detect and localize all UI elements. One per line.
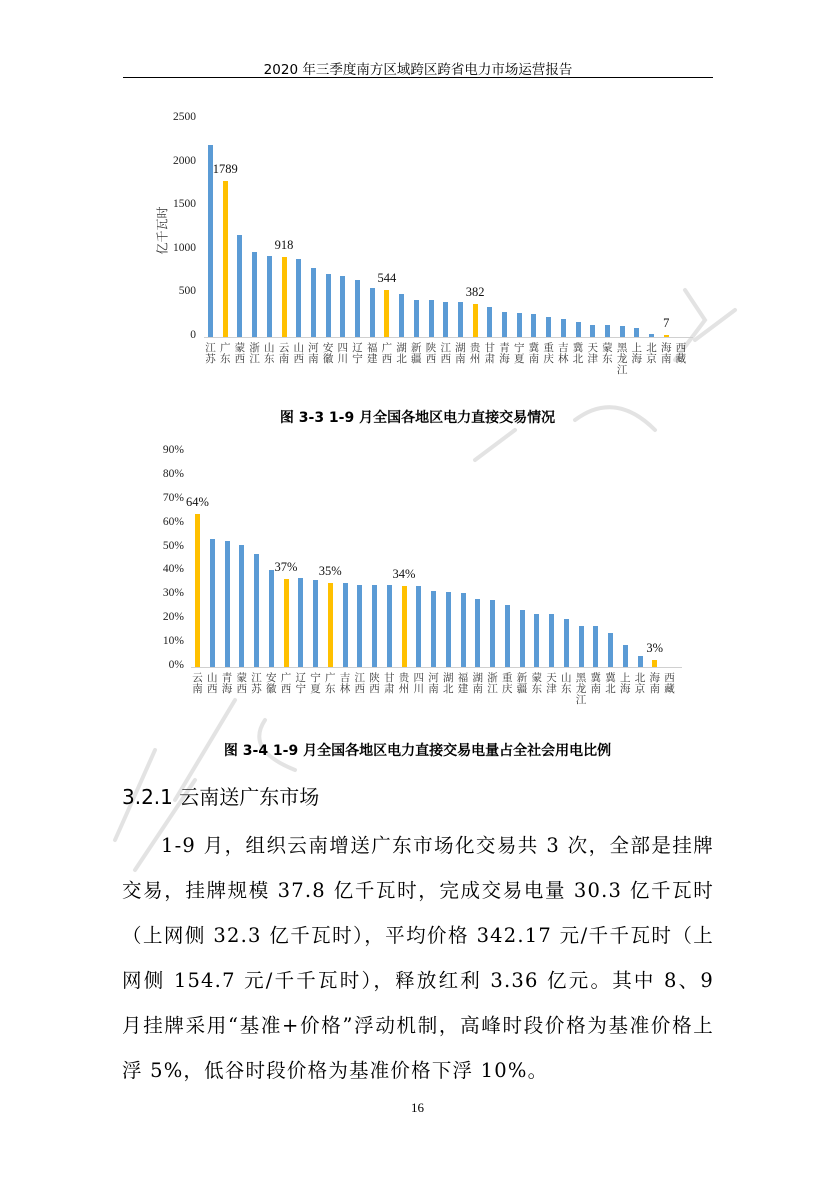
x-axis-label: 辽宁 (352, 342, 363, 365)
x-axis-label: 浙江 (487, 672, 498, 695)
x-axis-label: 天津 (546, 672, 557, 695)
x-axis-label: 冀北 (605, 672, 616, 695)
x-axis-label: 云南 (278, 342, 290, 365)
x-axis-label: 海南 (649, 672, 660, 695)
x-axis-label: 蒙西 (234, 342, 246, 365)
figure-3-3-caption: 图 3-3 1-9 月全国各地区电力直接交易情况 (279, 410, 556, 426)
y-axis-tick: 0% (168, 659, 184, 671)
data-label: 37% (274, 559, 298, 574)
x-axis-label: 山西 (293, 342, 304, 365)
x-axis-label: 重庆 (502, 672, 513, 695)
data-label: 7 (663, 316, 670, 330)
x-axis-label: 蒙东 (531, 672, 542, 695)
x-axis-label: 北京 (646, 342, 657, 365)
data-label: 34% (392, 566, 416, 581)
x-axis-label: 贵州 (398, 672, 410, 695)
x-axis-label: 冀南 (590, 672, 601, 695)
x-axis-label: 甘肃 (484, 342, 496, 365)
x-axis-label: 湖南 (472, 672, 483, 695)
bar-冀南 (593, 626, 598, 667)
x-axis-label: 贵州 (469, 342, 481, 365)
x-axis-label: 江苏 (251, 672, 262, 695)
data-label: 35% (318, 564, 342, 579)
page-header: 2020 年三季度南方区域跨区跨省电力市场运营报告 (263, 62, 573, 78)
y-axis-tick: 60% (162, 515, 184, 528)
y-axis-tick: 1000 (173, 241, 196, 254)
bar-浙江 (490, 600, 495, 667)
x-axis-label: 吉林 (339, 672, 351, 695)
bar-广东 (328, 583, 333, 667)
x-axis-label: 广西 (280, 672, 292, 695)
data-label: 382 (465, 284, 485, 299)
y-axis-tick: 2500 (173, 111, 196, 123)
x-axis-label: 青海 (221, 672, 233, 695)
x-axis-label: 上海 (631, 342, 643, 365)
x-axis-label: 重庆 (543, 342, 554, 365)
bar-吉林 (343, 583, 348, 667)
y-axis-tick: 1500 (173, 198, 196, 211)
data-label: 918 (274, 237, 294, 252)
x-axis-label: 四川 (337, 342, 349, 365)
x-axis-label: 蒙东 (602, 342, 613, 365)
bar-安徽 (269, 570, 274, 667)
bar-新疆 (520, 610, 525, 667)
x-axis-label: 陕西 (369, 672, 380, 695)
x-axis-label: 浙江 (249, 342, 260, 365)
y-axis-tick: 500 (178, 285, 196, 298)
x-axis-label: 黑龙江 (575, 672, 587, 706)
x-axis-label: 海南 (660, 342, 672, 365)
x-axis-label: 山东 (561, 672, 572, 695)
x-axis-label: 江西 (354, 672, 365, 695)
y-axis-title: 亿千瓦时 (155, 206, 170, 255)
y-axis-tick: 2000 (173, 154, 196, 167)
x-axis-label: 河南 (308, 342, 319, 365)
x-axis-label: 湖北 (396, 342, 407, 365)
x-axis-label: 青海 (499, 342, 510, 365)
data-label: 1789 (212, 161, 238, 176)
bar-四川 (416, 586, 421, 667)
x-axis-line (191, 667, 682, 668)
x-axis-label: 广西 (381, 342, 393, 365)
x-axis-label: 甘肃 (384, 672, 395, 695)
bar-辽宁 (298, 578, 303, 667)
bar-山东 (564, 619, 569, 667)
bar-湖南 (475, 599, 480, 667)
x-axis-label: 新疆 (516, 672, 528, 695)
x-axis-label: 广东 (325, 672, 336, 695)
section-heading: 3.2.1 云南送广东市场 (122, 785, 320, 809)
x-axis-label: 山西 (207, 672, 218, 695)
bar-天津 (549, 614, 554, 667)
x-axis-label: 福建 (366, 342, 378, 365)
data-label: 64% (186, 495, 209, 510)
bar-重庆 (505, 605, 510, 667)
x-axis-label: 西藏 (664, 672, 675, 695)
x-axis-label: 河南 (428, 672, 439, 695)
x-axis-label: 安徽 (322, 342, 334, 365)
x-axis-label: 山东 (264, 342, 275, 365)
bar-湖北 (446, 592, 451, 667)
bar-上海 (623, 645, 628, 667)
bar-江西 (357, 585, 362, 667)
y-axis-tick: 50% (162, 539, 184, 552)
x-axis-label: 四川 (413, 672, 424, 695)
x-axis-label: 吉林 (558, 342, 569, 365)
x-axis-label: 江西 (440, 342, 451, 365)
x-axis-label: 辽宁 (295, 672, 306, 695)
bar-北京 (638, 656, 643, 667)
x-axis-label: 宁夏 (310, 672, 321, 695)
figure-3-4-caption: 图 3-4 1-9 月全国各地区电力直接交易电量占全社会用电比例 (223, 743, 612, 759)
y-axis-tick: 10% (162, 635, 184, 648)
bar-江苏 (254, 554, 259, 667)
bar-蒙东 (534, 614, 539, 667)
bar-蒙西 (239, 545, 244, 667)
x-axis-label: 云南 (192, 672, 203, 695)
bar-黑龙江 (579, 626, 584, 667)
x-axis-label: 江苏 (205, 342, 216, 365)
x-axis-label: 广东 (219, 342, 231, 365)
x-axis-label: 福建 (457, 672, 469, 695)
x-axis-label: 新疆 (411, 342, 422, 365)
x-axis-label: 天津 (587, 342, 598, 365)
x-axis-label: 冀南 (528, 342, 540, 365)
y-axis-tick: 40% (162, 563, 184, 576)
bar-云南 (195, 514, 200, 667)
x-axis-label: 西藏 (675, 342, 687, 365)
bar-山西 (210, 539, 215, 667)
bar-海南 (652, 660, 657, 667)
y-axis-tick: 30% (162, 587, 184, 600)
x-axis-label: 湖北 (443, 672, 454, 695)
x-axis-label: 上海 (620, 672, 631, 695)
y-axis-tick: 20% (162, 611, 184, 624)
section-paragraph: 1-9 月，组织云南增送广东市场化交易共 3 次，全部是挂牌交易，挂牌规模 37.8 亿千瓦时，完成交易电量 30.3 亿千瓦时（上网侧 32.3 亿千瓦时），平均价格 342.17 元/千千瓦时（上网侧 154.7 元/千千瓦时），释放红利 3.36 亿元。其中 8、9 月挂牌采用“基准+价格”浮动机制，高峰时段价格为基准价格上浮 5%，低谷时段价格为基准价格下浮 10%。 (122, 834, 714, 1082)
bar-宁夏 (313, 580, 318, 667)
bar-广西 (284, 579, 289, 667)
bar-陕西 (372, 585, 377, 667)
data-label: 3% (646, 640, 664, 655)
bar-河南 (431, 591, 436, 667)
data-label: 544 (377, 270, 397, 285)
x-axis-label: 湖南 (455, 342, 466, 365)
page-number: 16 (411, 1100, 424, 1115)
y-axis-tick: 90% (162, 444, 184, 456)
x-axis-label: 黑龙江 (616, 342, 628, 376)
y-axis-tick: 80% (162, 467, 184, 480)
x-axis-label: 冀北 (572, 342, 584, 365)
bar-甘肃 (387, 585, 392, 667)
bar-青海 (225, 541, 230, 667)
bar-福建 (461, 593, 466, 667)
bar-贵州 (402, 586, 407, 667)
y-axis-tick: 0 (190, 329, 196, 341)
x-axis-label: 安徽 (266, 672, 277, 695)
bar-冀北 (608, 633, 613, 667)
x-axis-label: 陕西 (425, 342, 437, 365)
x-axis-label: 蒙西 (236, 672, 247, 695)
x-axis-label: 宁夏 (513, 342, 525, 365)
y-axis-tick: 70% (162, 491, 184, 504)
x-axis-label: 北京 (634, 672, 646, 695)
